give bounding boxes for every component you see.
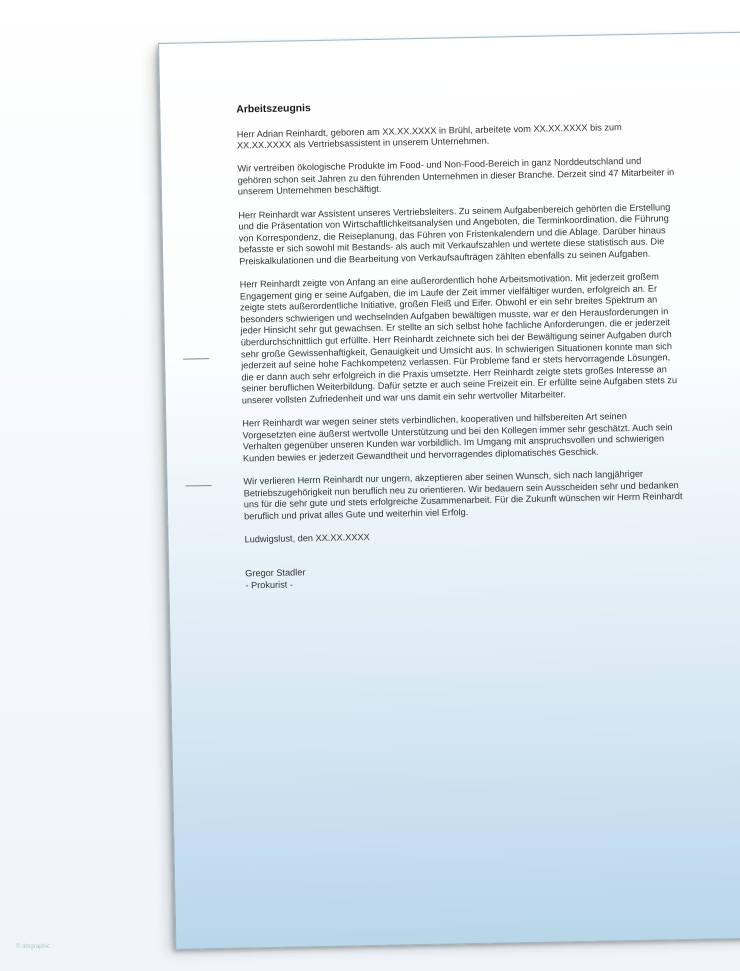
place-date: Ludwigslust, den XX.XX.XXXX	[244, 531, 370, 545]
paragraph-intro: Herr Adrian Reinhardt, geboren am XX.XX.XXXX in Brühl, arbeitete vom XX.XX.XXXX bis zum XX.XX.XXXX als Vertriebsassistent in unserem Unternehmen.	[236, 121, 622, 151]
document-page	[158, 32, 740, 950]
signature-block	[245, 560, 685, 592]
watermark: © dmgraphic	[16, 944, 51, 950]
fold-mark-top	[183, 358, 209, 359]
paragraph-company: Wir vertreiben ökologische Produkte im Food- und Non-Food-Bereich in ganz Norddeutschland und gehören schon seit Jahren zu den führenden Unternehmen in dieser Branche. Derzeit sind 47 Mitarbeiter in unserem Unternehmen beschäftigt.	[237, 156, 675, 197]
signature-name: Gregor Stadler	[245, 567, 306, 579]
paragraph-closing: Wir verlieren Herrn Reinhardt nur ungern, akzeptieren aber seinen Wunsch, sich nach langjähriger Betriebszugehörigkeit nun beruflich neu zu orientieren. Wir bedauern sein Ausscheiden sehr und bedanken uns für die sehr gute und stets erfolgreiche Zusammenarbeit. Für die Zukunft wünschen wir Herrn Reinhardt beruflich und privat alles Gute und weiterhin viel Erfolg.	[243, 468, 683, 522]
letter-body	[236, 96, 685, 592]
signature-role: - Prokurist -	[245, 579, 294, 591]
document-title: Arbeitszeugnis	[236, 103, 311, 116]
paragraph-performance: Herr Reinhardt zeigte von Anfang an eine außerordentlich hohe Arbeitsmotivation. Mit jederzeit großem Engagement ging er seine Aufgaben, die im Laufe der Zeit immer vielfältiger wurden, erfolgreich an. Er zeigte stets außerordentliche Initiative, großen Fleiß und Eifer. Obwohl er ein sehr breites Spektrum an besonders schwierigen und wechselnden Aufgaben bewältigen musste, war er den Herausforderungen in jeder Hinsicht sehr gut gewachsen. Er stellte an sich selbst hohe fachliche Anforderungen, die er jederzeit überdurchschnittlich gut erfüllte. Herr Reinhardt zeichnete sich bei der Bewältigung seiner Aufgaben durch sehr große Gewissenhaftigkeit, Genauigkeit und Umsicht aus. In schwierigen Situationen konnte man sich jederzeit auf seine hohe Fachkompetenz verlassen. Für Probleme fand er stets hervorragende Lösungen, die er dann auch sehr erfolgreich in die Praxis umsetzte. Herr Reinhardt zeigte stets großes Interesse an seiner beruflichen Weiterbildung. Dafür setzte er auch seine Freizeit ein. Er erfüllte seine Aufgaben stets zu unserer vollsten Zufriedenheit und war uns damit ein sehr wertvoller Mitarbeiter.	[239, 271, 678, 406]
paragraph-duties: Herr Reinhardt war Assistent unseres Vertriebsleiters. Zu seinem Aufgabenbereich gehörten die Erstellung und die Präsentation von Wirtschaftlichkeitsanalysen und Angeboten, die Terminkoordination, die Führung von Korrespondenz, die Reiseplanung, das Führen von Fristenkalendern und die Ablage. Darüber hinaus befasste er sich sowohl mit Bestands- als auch mit Verkaufszahlen und wertete diese statistisch aus. Die Preiskalkulationen und die Bearbeitung von Verkaufsaufträgen zählten ebenfalls zu seinen Aufgaben.	[238, 201, 671, 267]
paragraph-conduct: Herr Reinhardt war wegen seiner stets verbindlichen, kooperativen und hilfsbereiten Art seinen Vorgesetzten eine äußerst wertvolle Unterstützung und bei den Kollegen immer sehr geschätzt. Auch sein Verhalten gegenüber unseren Kunden war vorbildlich. Im Umgang mit anspruchsvollen und schwierigen Kunden bewies er jederzeit Gewandtheit und hervorragendes diplomatisches Geschick.	[242, 411, 673, 464]
punch-mark	[186, 485, 212, 486]
